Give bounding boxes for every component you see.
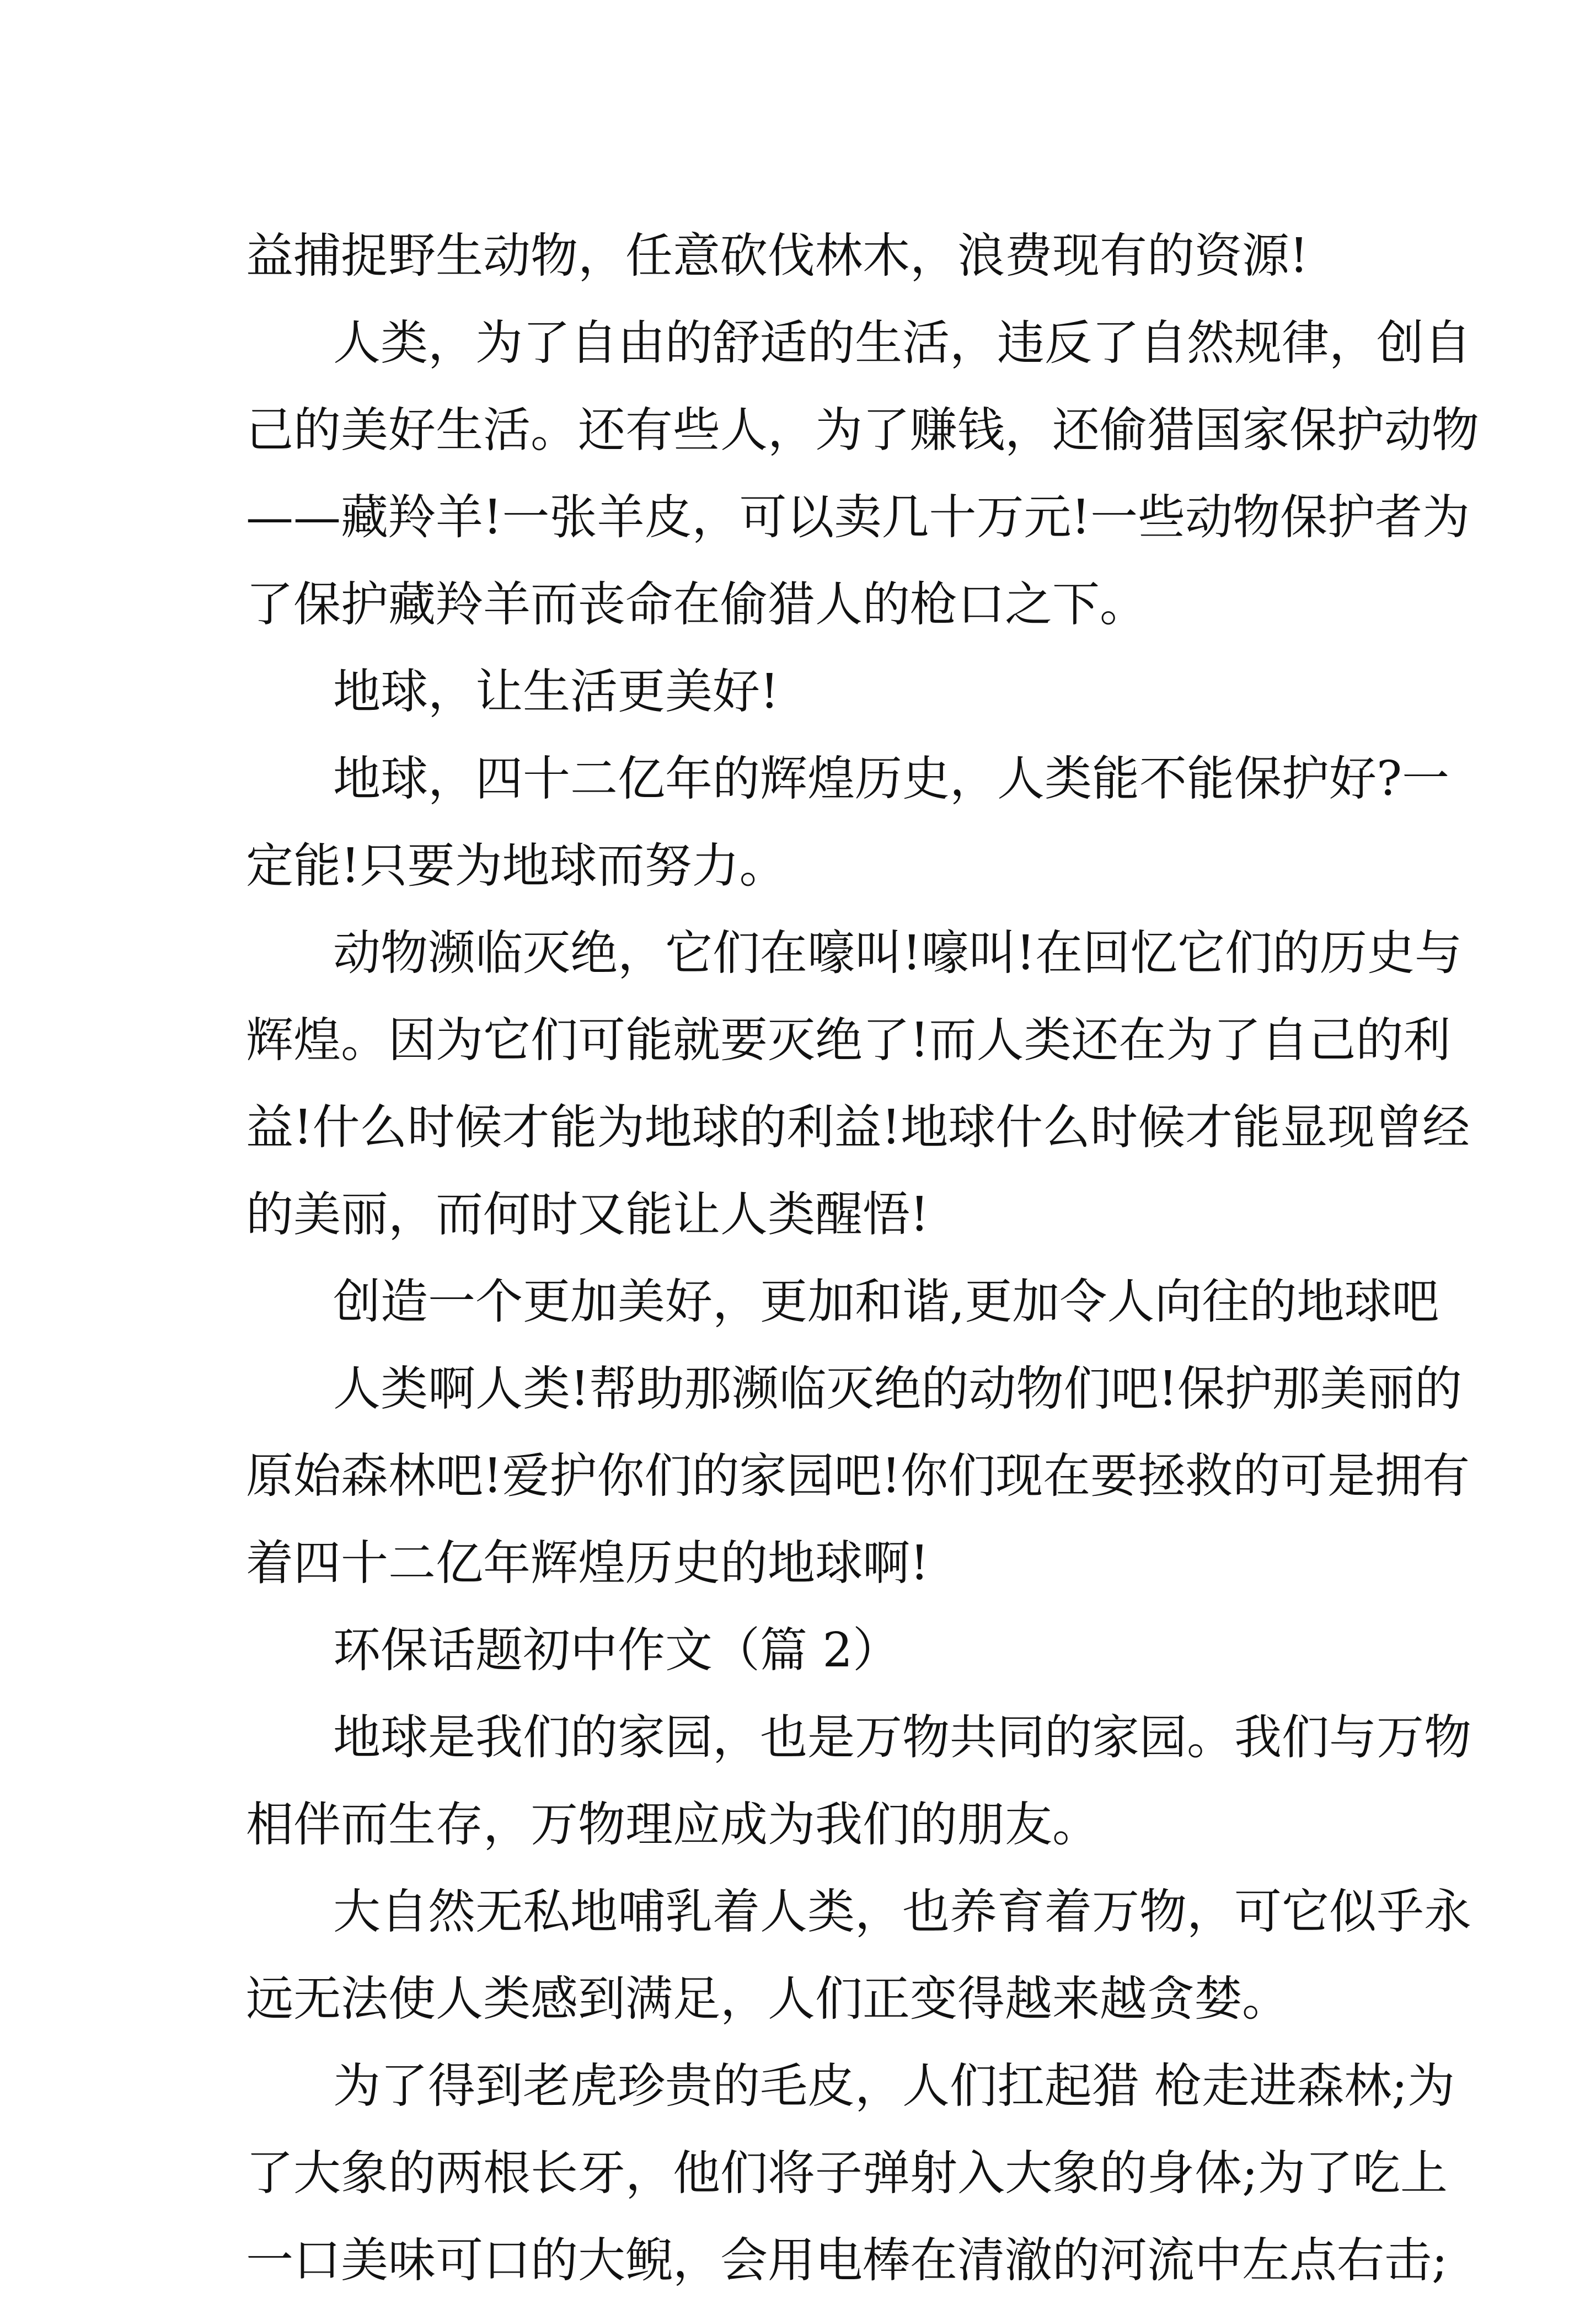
text-line: 着四十二亿年辉煌历史的地球啊! [246,1536,929,1591]
text-line: 原始森林吧!爱护你们的家园吧!你们现在要拯救的可是拥有 [246,1448,1470,1504]
text-line: 定能!只要为地球而努力。 [246,838,787,894]
text-line: 益!什么时候才能为地球的利益!地球什么时候才能显现曾经 [246,1100,1470,1155]
document-body [246,212,1479,2304]
text-line: ——藏羚羊!一张羊皮，可以卖几十万元!一些动物保护者为 [246,490,1470,545]
text-line: 地球，四十二亿年的辉煌历史，人类能不能保护好?一 [333,751,1450,806]
text-line: 相伴而生存，万物理应成为我们的朋友。 [246,1797,1100,1852]
text-line: 大自然无私地哺乳着人类，也养育着万物，可它似乎永 [333,1884,1471,1939]
text-line: 己的美好生活。还有些人，为了赚钱，还偷猎国家保护动物 [246,403,1479,458]
text-line: 人类啊人类!帮助那濒临灭绝的动物们吧!保护那美丽的 [333,1361,1463,1416]
text-line: 了保护藏羚羊而丧命在偷猎人的枪口之下。 [246,577,1147,632]
text-line: 益捕捉野生动物，任意砍伐林木，浪费现有的资源! [246,228,1309,284]
text-line: 地球是我们的家园，也是万物共同的家园。我们与万物 [333,1710,1471,1765]
text-line: 了大象的两根长牙，他们将子弹射入大象的身体;为了吃上 [246,2146,1448,2201]
text-line: 环保话题初中作文（篇 2） [333,1623,901,1678]
text-line: 创造一个更加美好，更加和谐,更加令人向往的地球吧 [333,1274,1439,1329]
text-line: 的美丽，而何时又能让人类醒悟! [246,1187,929,1242]
text-line: 动物濒临灭绝，它们在嚎叫!嚎叫!在回忆它们的历史与 [333,926,1463,981]
text-line: 为了得到老虎珍贵的毛皮，人们扛起猎 枪走进森林;为 [333,2059,1455,2114]
text-line: 远无法使人类感到满足，人们正变得越来越贪婪。 [246,1971,1289,2027]
text-line: 人类，为了自由的舒适的生活，违反了自然规律，创自 [333,316,1471,371]
text-line: 地球，让生活更美好! [333,664,779,719]
text-line: 一口美味可口的大鲵，会用电棒在清澈的河流中左点右击; [246,2233,1448,2288]
text-line: 辉煌。因为它们可能就要灭绝了!而人类还在为了自己的利 [246,1013,1451,1068]
